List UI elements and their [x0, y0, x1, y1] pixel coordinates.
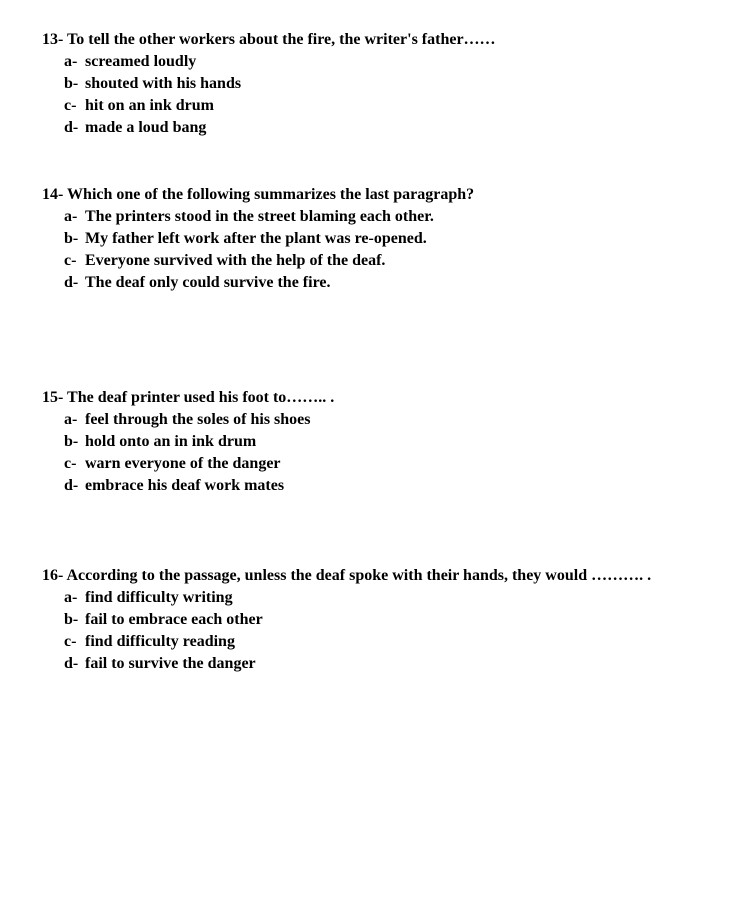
option-letter: d-: [64, 655, 79, 672]
option-b: [42, 609, 733, 631]
option-a: [42, 587, 733, 609]
option-letter: d-: [64, 274, 79, 291]
option-text: hold onto an in ink drum: [85, 433, 257, 450]
option-text: embrace his deaf work mates: [85, 477, 285, 494]
question-16: [42, 565, 733, 675]
option-letter: d-: [64, 477, 79, 494]
option-c: [42, 631, 733, 653]
option-letter: b-: [64, 230, 79, 247]
question-stem: 16- According to the passage, unless the deaf spoke with their hands, they would ………. .: [42, 567, 652, 584]
option-text: fail to embrace each other: [85, 611, 263, 628]
option-text: made a loud bang: [85, 119, 207, 136]
question-stem: 13- To tell the other workers about the fire, the writer's father……: [42, 31, 496, 48]
option-letter: c-: [64, 252, 77, 269]
option-d: [42, 272, 733, 294]
option-letter: b-: [64, 75, 79, 92]
option-text: screamed loudly: [85, 53, 197, 70]
option-a: [42, 409, 733, 431]
question-stem: 14- Which one of the following summarizes the last paragraph?: [42, 186, 475, 203]
option-letter: a-: [64, 411, 78, 428]
option-letter: a-: [64, 589, 78, 606]
option-c: [42, 250, 733, 272]
option-d: [42, 475, 733, 497]
option-letter: b-: [64, 433, 79, 450]
option-list: [42, 409, 733, 497]
option-d: [42, 653, 733, 675]
option-b: [42, 228, 733, 250]
question-stem: 15- The deaf printer used his foot to…….. .: [42, 389, 335, 406]
option-letter: c-: [64, 633, 77, 650]
option-letter: c-: [64, 97, 77, 114]
option-list: [42, 587, 733, 675]
question-13: [42, 29, 733, 139]
option-c: [42, 453, 733, 475]
option-c: [42, 95, 733, 117]
option-text: feel through the soles of his shoes: [85, 411, 311, 428]
option-list: [42, 206, 733, 294]
question-15: [42, 387, 733, 497]
option-list: [42, 51, 733, 139]
option-text: Everyone survived with the help of the deaf.: [85, 252, 386, 269]
option-text: My father left work after the plant was re-opened.: [85, 230, 427, 247]
option-text: The deaf only could survive the fire.: [85, 274, 331, 291]
option-a: [42, 206, 733, 228]
option-d: [42, 117, 733, 139]
option-text: find difficulty writing: [85, 589, 233, 606]
option-text: The printers stood in the street blaming each other.: [85, 208, 434, 225]
option-letter: b-: [64, 611, 79, 628]
option-letter: a-: [64, 53, 78, 70]
option-text: find difficulty reading: [85, 633, 235, 650]
option-letter: d-: [64, 119, 79, 136]
option-b: [42, 431, 733, 453]
option-text: fail to survive the danger: [85, 655, 256, 672]
option-text: hit on an ink drum: [85, 97, 214, 114]
question-14: [42, 184, 733, 294]
option-text: warn everyone of the danger: [85, 455, 281, 472]
option-letter: c-: [64, 455, 77, 472]
option-text: shouted with his hands: [85, 75, 242, 92]
option-a: [42, 51, 733, 73]
option-letter: a-: [64, 208, 78, 225]
option-b: [42, 73, 733, 95]
